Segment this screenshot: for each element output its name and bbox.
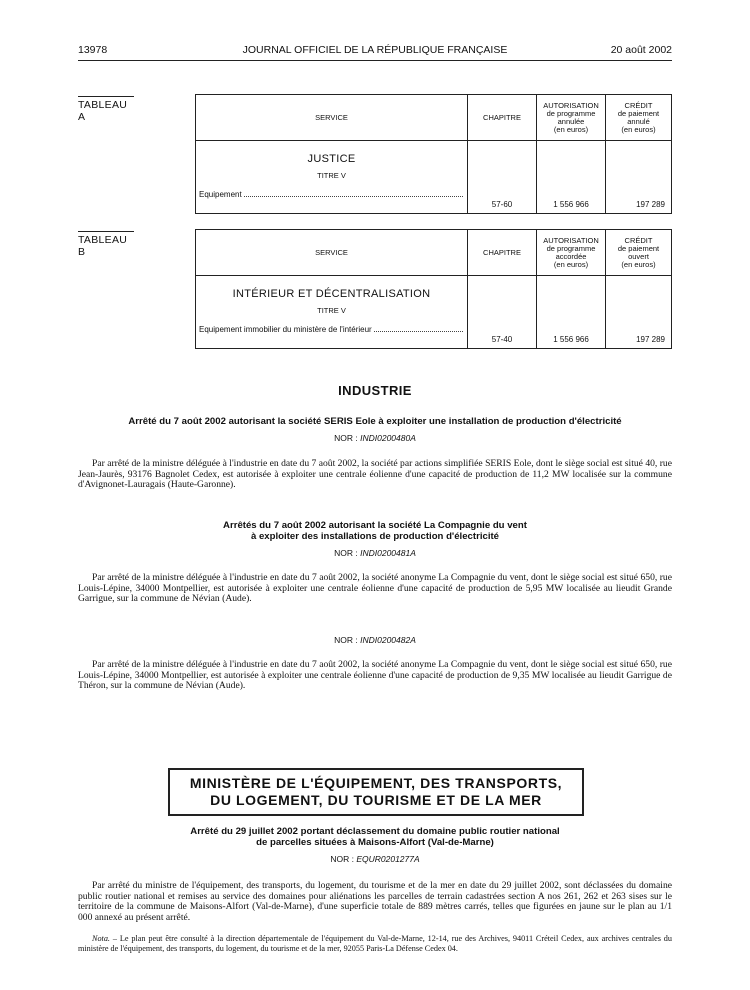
arrete-text: Par arrêté de la ministre déléguée à l'industrie en date du 7 août 2002, la société par actions simplifiée SERIS Eole, dont le siège social est situé 40, rue Jean-Jaurès, 93176 Bagnolet Cedex, est autorisée à exploiter une centrale éolienne d'une capacité de production de 11,2 MW localisée sur la commune d'Avignonet-Lauragais (Haute-Garonne). [78,458,672,490]
row-chapitre: 57-60 [468,141,537,214]
row-label: Equipement [196,190,467,202]
ministry-heading-line1: MINISTÈRE DE L'ÉQUIPEMENT, DES TRANSPORTS, [189,775,563,791]
arrete-text: Par arrêté de la ministre déléguée à l'industrie en date du 7 août 2002, la société anonyme La Compagnie du vent, dont le siège social est situé 650, rue Louis-Lépine, 34000 Montpellier, est autorisée à exploiter une centrale éolienne d'une capacité de production de 5,95 MW localisée au lieudit Grande Garrigue, sur la commune de Névian (Aude). [78,572,672,604]
arrete-title: Arrêtés du 7 août 2002 autorisant la société La Compagnie du vent à exploiter des installations de production d'électricité [223,520,527,542]
nor-reference: NOR : INDI0200480A [334,433,416,443]
arrete-title: Arrêté du 7 août 2002 autorisant la société SERIS Eole à exploiter une installation de production d'électricité [128,416,622,427]
tableau-a [195,94,672,214]
header-service: SERVICE [196,230,468,276]
nota-note: Nota. – Le plan peut être consulté à la direction départementale de l'équipement du Val-de-Marne, 12-14, rue des Archives, 94011 Créteil Cedex, aux archives centrales du ministère de l'équipement, des transports, du logement, du tourisme et de la mer, 92055 Paris-La Défense Cedex 04. [78,934,672,953]
titre-label: TITRE V [317,305,346,315]
row-autorisation: 1 556 966 [537,276,606,349]
section-title: JUSTICE [307,152,356,165]
service-cell [196,141,468,214]
journal-title: JOURNAL OFFICIEL DE LA RÉPUBLIQUE FRANÇAISE [242,44,508,56]
arrete-title: Arrêté du 29 juillet 2002 portant déclassement du domaine public routier national de parcelles situées à Maisons-Alfort (Val-de-Marne) [190,826,560,848]
header-chapitre: CHAPITRE [468,230,537,276]
service-cell [196,276,468,349]
header-service: SERVICE [196,95,468,141]
section-title: INTÉRIEUR ET DÉCENTRALISATION [232,287,431,300]
titre-label: TITRE V [317,170,346,180]
ministry-heading-line2: DU LOGEMENT, DU TOURISME ET DE LA MER [210,792,542,808]
nor-reference: NOR : INDI0200481A [334,548,416,558]
header-chapitre: CHAPITRE [468,95,537,141]
row-chapitre: 57-40 [468,276,537,349]
arrete-text: Par arrêté de la ministre déléguée à l'industrie en date du 7 août 2002, la société anonyme La Compagnie du vent, dont le siège social est situé 650, rue Louis-Lépine, 34000 Montpellier, est autorisée à exploiter une centrale éolienne d'une capacité de production de 9,35 MW localisée au lieudit Garrigue de Théron, sur la commune de Névian (Aude). [78,659,672,691]
row-credit: 197 289 [606,276,672,349]
header-credit: CRÉDIT de paiement ouvert (en euros) [606,230,672,276]
arrete-text: Par arrêté du ministre de l'équipement, des transports, du logement, du tourisme et de la mer en date du 29 juillet 2002, sont déclassées du domaine public routier national et remises au service des domaines pour aliénations les parcelles de terrain cadastrées section A nos 261, 262 et 263 sises sur le territoire de la commune de Maisons-Alfort (Val-de-Marne), d'une superficie totale de 889 mètres carrés, telles que figurées en jaune sur le plan au 1/1 000 annexé au présent arrêté. [78,880,672,923]
header-credit: CRÉDIT de paiement annulé (en euros) [606,95,672,141]
ministry-heading-box [168,768,584,816]
header-autorisation: AUTORISATION de programme annulée (en euros) [537,95,606,141]
row-autorisation: 1 556 966 [537,141,606,214]
section-heading-industrie: INDUSTRIE [338,383,412,398]
nor-reference: NOR : INDI0200482A [334,635,416,645]
tableau-a-label: TABLEAU A [78,96,134,123]
row-label: Equipement immobilier du ministère de l'intérieur [196,325,467,337]
issue-date: 20 août 2002 [610,44,672,56]
row-credit: 197 289 [606,141,672,214]
header-rule [78,60,672,61]
nor-reference: NOR : EQUR0201277A [330,854,420,864]
page-number: 13978 [78,44,108,56]
tableau-b-label: TABLEAU B [78,231,134,258]
tableau-b [195,229,672,349]
header-autorisation: AUTORISATION de programme accordée (en euros) [537,230,606,276]
